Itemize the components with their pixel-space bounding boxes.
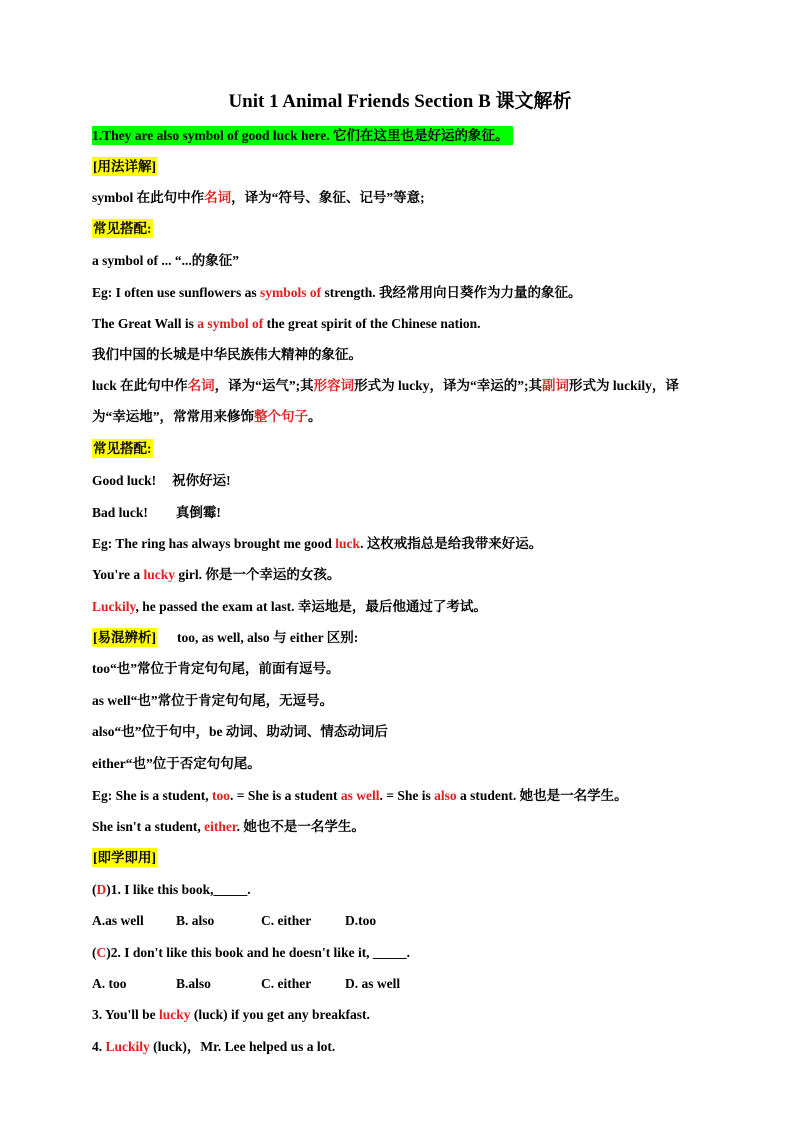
section-label: [易混辨析]: [93, 630, 156, 645]
text: Eg: I often use sunflowers as: [92, 285, 261, 300]
keyword: luck: [335, 536, 361, 551]
keyword: as well: [340, 788, 380, 803]
keyword: 名词: [187, 378, 215, 393]
text: Bad luck!: [92, 505, 148, 520]
example-sunflowers: [92, 283, 717, 303]
section-label: 常见搭配:: [93, 221, 152, 236]
text: . = She is: [379, 788, 435, 803]
option: A. too: [92, 976, 127, 991]
section-label: 常见搭配:: [93, 441, 152, 456]
sentence-1: [92, 126, 717, 146]
keyword: 形容词: [313, 378, 355, 393]
text: The Great Wall is: [92, 316, 198, 331]
keyword: a symbol of: [197, 316, 264, 331]
text: strength. 我经常用向日葵作为力量的象征。: [321, 285, 582, 300]
section-label: [用法详解]: [93, 159, 156, 174]
text: . 她也不是一名学生。: [236, 819, 365, 834]
option: C. either: [261, 913, 312, 928]
text: She isn't a student,: [92, 819, 205, 834]
highlighted-sentence: 1.They are also symbol of good luck here. 它们在这里也是好运的象征。: [92, 126, 513, 145]
keyword: Luckily: [92, 599, 136, 614]
keyword: 名词: [204, 190, 232, 205]
keyword: too: [212, 788, 231, 803]
section-label: [即学即用]: [93, 850, 156, 865]
luck-explanation: [92, 370, 712, 432]
text: 形式为 luckily，译为“幸运地”，常常用来修饰: [92, 378, 679, 424]
example-student: [92, 786, 717, 806]
answer: C: [96, 945, 107, 960]
collocation-symbol-of: a symbol of ... “...的象征”: [92, 253, 240, 268]
text: (: [92, 882, 97, 897]
section-confusion: [92, 628, 717, 648]
text: girl. 你是一个幸运的女孩。: [175, 567, 341, 582]
keyword: also: [434, 788, 457, 803]
text: (luck)，Mr. Lee helped us a lot.: [149, 1039, 336, 1054]
keyword: symbols of: [260, 285, 322, 300]
text: Good luck!: [92, 473, 157, 488]
answer: lucky: [159, 1007, 191, 1022]
example-ring: [92, 534, 717, 554]
example-not-student: [92, 817, 717, 837]
keyword: 整个句子: [254, 409, 308, 424]
text: ，译为“符号、象征、记号”等意;: [231, 190, 425, 205]
text: 4.: [92, 1039, 106, 1054]
example-great-wall: [92, 314, 717, 334]
text: )2. I don't like this book and he doesn't like it, _____.: [106, 945, 411, 960]
text: too, as well, also 与 either 区别:: [177, 630, 359, 645]
option: B.also: [176, 976, 211, 991]
section-practice: [92, 848, 717, 868]
rule-as-well: as well“也”常位于肯定句句尾，无逗号。: [92, 693, 334, 708]
rule-also: also“也”位于句中，be 动词、助动词、情态动词后: [92, 724, 388, 739]
text: , he passed the exam at last. 幸运地是，最后他通过了考试。: [135, 599, 487, 614]
text: )1. I like this book,_____.: [106, 882, 251, 897]
option: B. also: [176, 913, 215, 928]
text: luck 在此句中作: [92, 378, 188, 393]
answer: Luckily: [105, 1039, 150, 1054]
symbol-explanation: [92, 188, 717, 208]
text: a student. 她也是一名学生。: [456, 788, 628, 803]
example-lucky-girl: [92, 565, 717, 585]
text: 形式为 lucky，译为“幸运的”;其: [354, 378, 543, 393]
option: D.too: [345, 913, 377, 928]
text: 真倒霉!: [175, 505, 221, 520]
keyword: 副词: [542, 378, 570, 393]
keyword: lucky: [143, 567, 176, 582]
option: C. either: [261, 976, 312, 991]
text: Eg: The ring has always brought me good: [92, 536, 336, 551]
text: the great spirit of the Chinese nation.: [263, 316, 481, 331]
phrase-good-luck: [92, 471, 717, 491]
text: (luck) if you get any breakfast.: [190, 1007, 370, 1022]
example-great-wall-translation: 我们中国的长城是中华民族伟大精神的象征。: [92, 347, 362, 362]
page-title: Unit 1 Animal Friends Section B 课文解析: [228, 91, 572, 112]
question-1: [92, 880, 717, 900]
text: You're a: [92, 567, 144, 582]
text: 祝你好运!: [172, 473, 231, 488]
text: 3. You'll be: [92, 1007, 160, 1022]
rule-either: either“也”位于否定句句尾。: [92, 756, 261, 771]
section-usage: [92, 157, 717, 177]
question-2: [92, 943, 717, 963]
phrase-bad-luck: [92, 503, 717, 523]
text: ，译为“运气”;其: [214, 378, 314, 393]
question-4: [92, 1037, 717, 1057]
collocation-label-1: [92, 219, 717, 239]
text: . = She is a student: [230, 788, 341, 803]
text: Eg: She is a student,: [92, 788, 213, 803]
text: (: [92, 945, 97, 960]
example-luckily: [92, 597, 717, 617]
collocation-label-2: [92, 439, 717, 459]
answer: D: [96, 882, 107, 897]
text: 。: [308, 409, 322, 424]
option: A.as well: [92, 913, 144, 928]
question-3: [92, 1005, 717, 1025]
rule-too: too“也”常位于肯定句句尾，前面有逗号。: [92, 661, 340, 676]
text: . 这枚戒指总是给我带来好运。: [360, 536, 543, 551]
text: symbol 在此句中作: [92, 190, 205, 205]
option: D. as well: [345, 976, 401, 991]
keyword: either: [204, 819, 237, 834]
